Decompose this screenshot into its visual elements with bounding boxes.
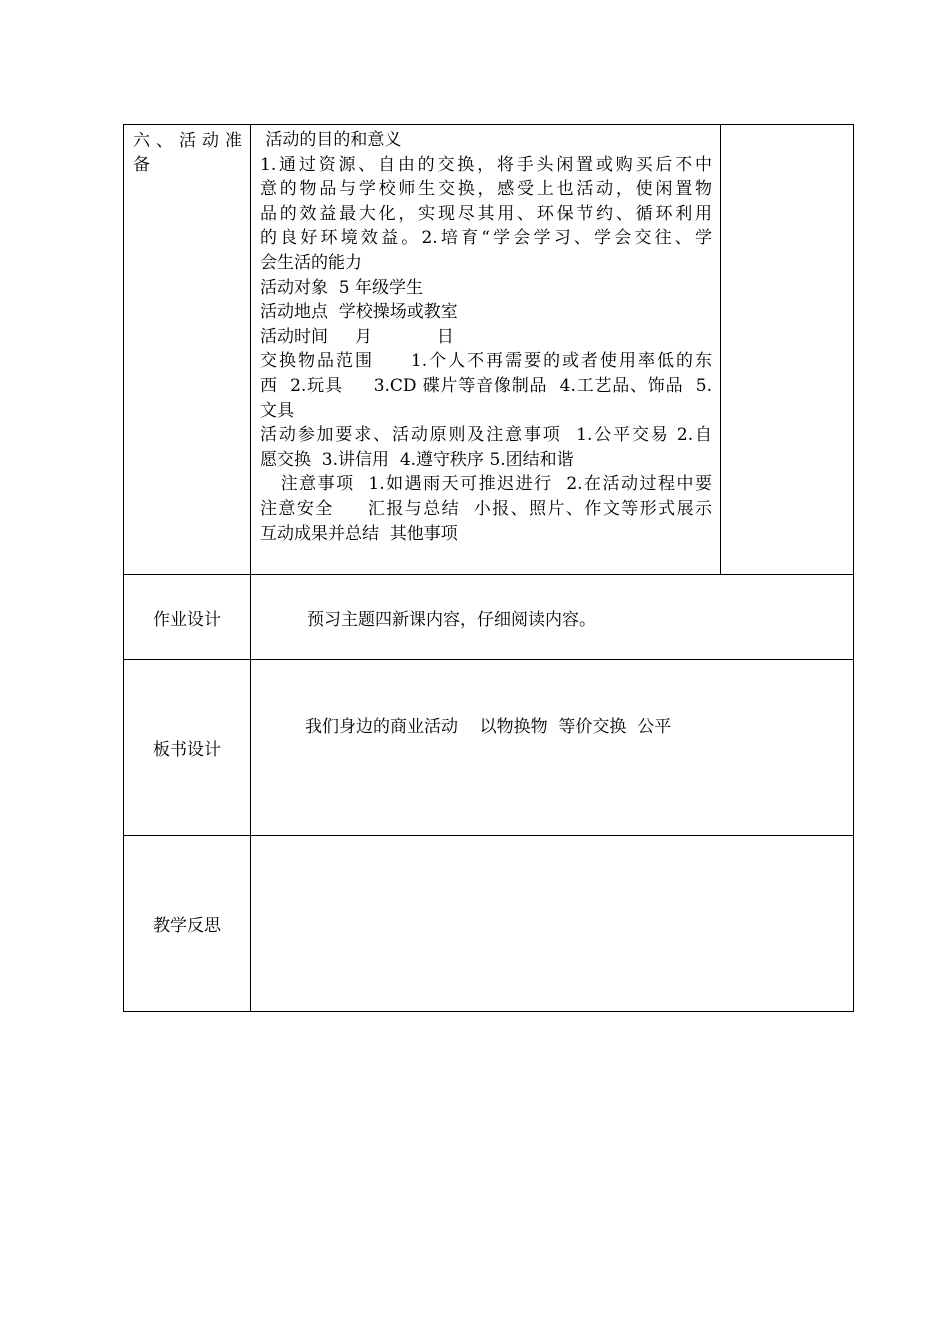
- prep-line: 活动地点 学校操场或教室: [260, 302, 458, 323]
- prep-line: 文具: [260, 400, 294, 421]
- prep-line: 互动成果并总结 其他事项: [260, 523, 458, 544]
- prep-line: 会生活的能力: [260, 252, 362, 273]
- reflection-content: [251, 836, 854, 1012]
- prep-label-line2: 备: [133, 155, 150, 175]
- homework-row: [124, 575, 854, 660]
- prep-line: 西 2.玩具 3.CD 碟片等音像制品 4.工艺品、饰品 5.: [260, 375, 712, 396]
- prep-line: 活动的目的和意义: [260, 130, 402, 150]
- board-row: [124, 660, 854, 836]
- prep-line: 1.通过资源、自由的交换，将手头闲置或购买后不中: [260, 154, 712, 175]
- prep-row: [124, 125, 854, 575]
- lesson-plan-table: [123, 124, 854, 1012]
- prep-line: 愿交换 3.讲信用 4.遵守秩序 5.团结和谐: [260, 449, 574, 470]
- homework-text: 预习主题四新课内容，仔细阅读内容。: [251, 575, 854, 660]
- prep-line: 注意安全 汇报与总结 小报、照片、作文等形式展示: [260, 498, 712, 519]
- prep-label-cell: [124, 125, 251, 575]
- homework-label: 作业设计: [124, 575, 251, 660]
- reflection-label: 教学反思: [124, 836, 251, 1012]
- prep-line: 意的物品与学校师生交换，感受上也活动，使闲置物: [260, 179, 712, 200]
- prep-line: 注意事项 1.如遇雨天可推迟进行 2.在活动过程中要: [260, 474, 712, 495]
- reflection-row: [124, 836, 854, 1012]
- prep-line: 的良好环境效益。2.培育“学会学习、学会交往、学: [260, 228, 712, 249]
- prep-empty-cell: [721, 125, 854, 575]
- prep-line: 品的效益最大化，实现尽其用、环保节约、循环利用: [260, 203, 712, 224]
- prep-label-line1: 六、活动准: [133, 131, 242, 151]
- prep-line: 交换物品范围 1.个人不再需要的或者使用率低的东: [260, 351, 712, 372]
- prep-line: 活动参加要求、活动原则及注意事项 1.公平交易 2.自: [260, 425, 712, 446]
- board-label: 板书设计: [124, 660, 251, 836]
- prep-line: 活动时间 月 日: [260, 326, 454, 347]
- prep-content-cell: [251, 125, 721, 575]
- prep-line: 活动对象 5 年级学生: [260, 277, 424, 298]
- board-text: 我们身边的商业活动 以物换物 等价交换 公平: [251, 660, 854, 836]
